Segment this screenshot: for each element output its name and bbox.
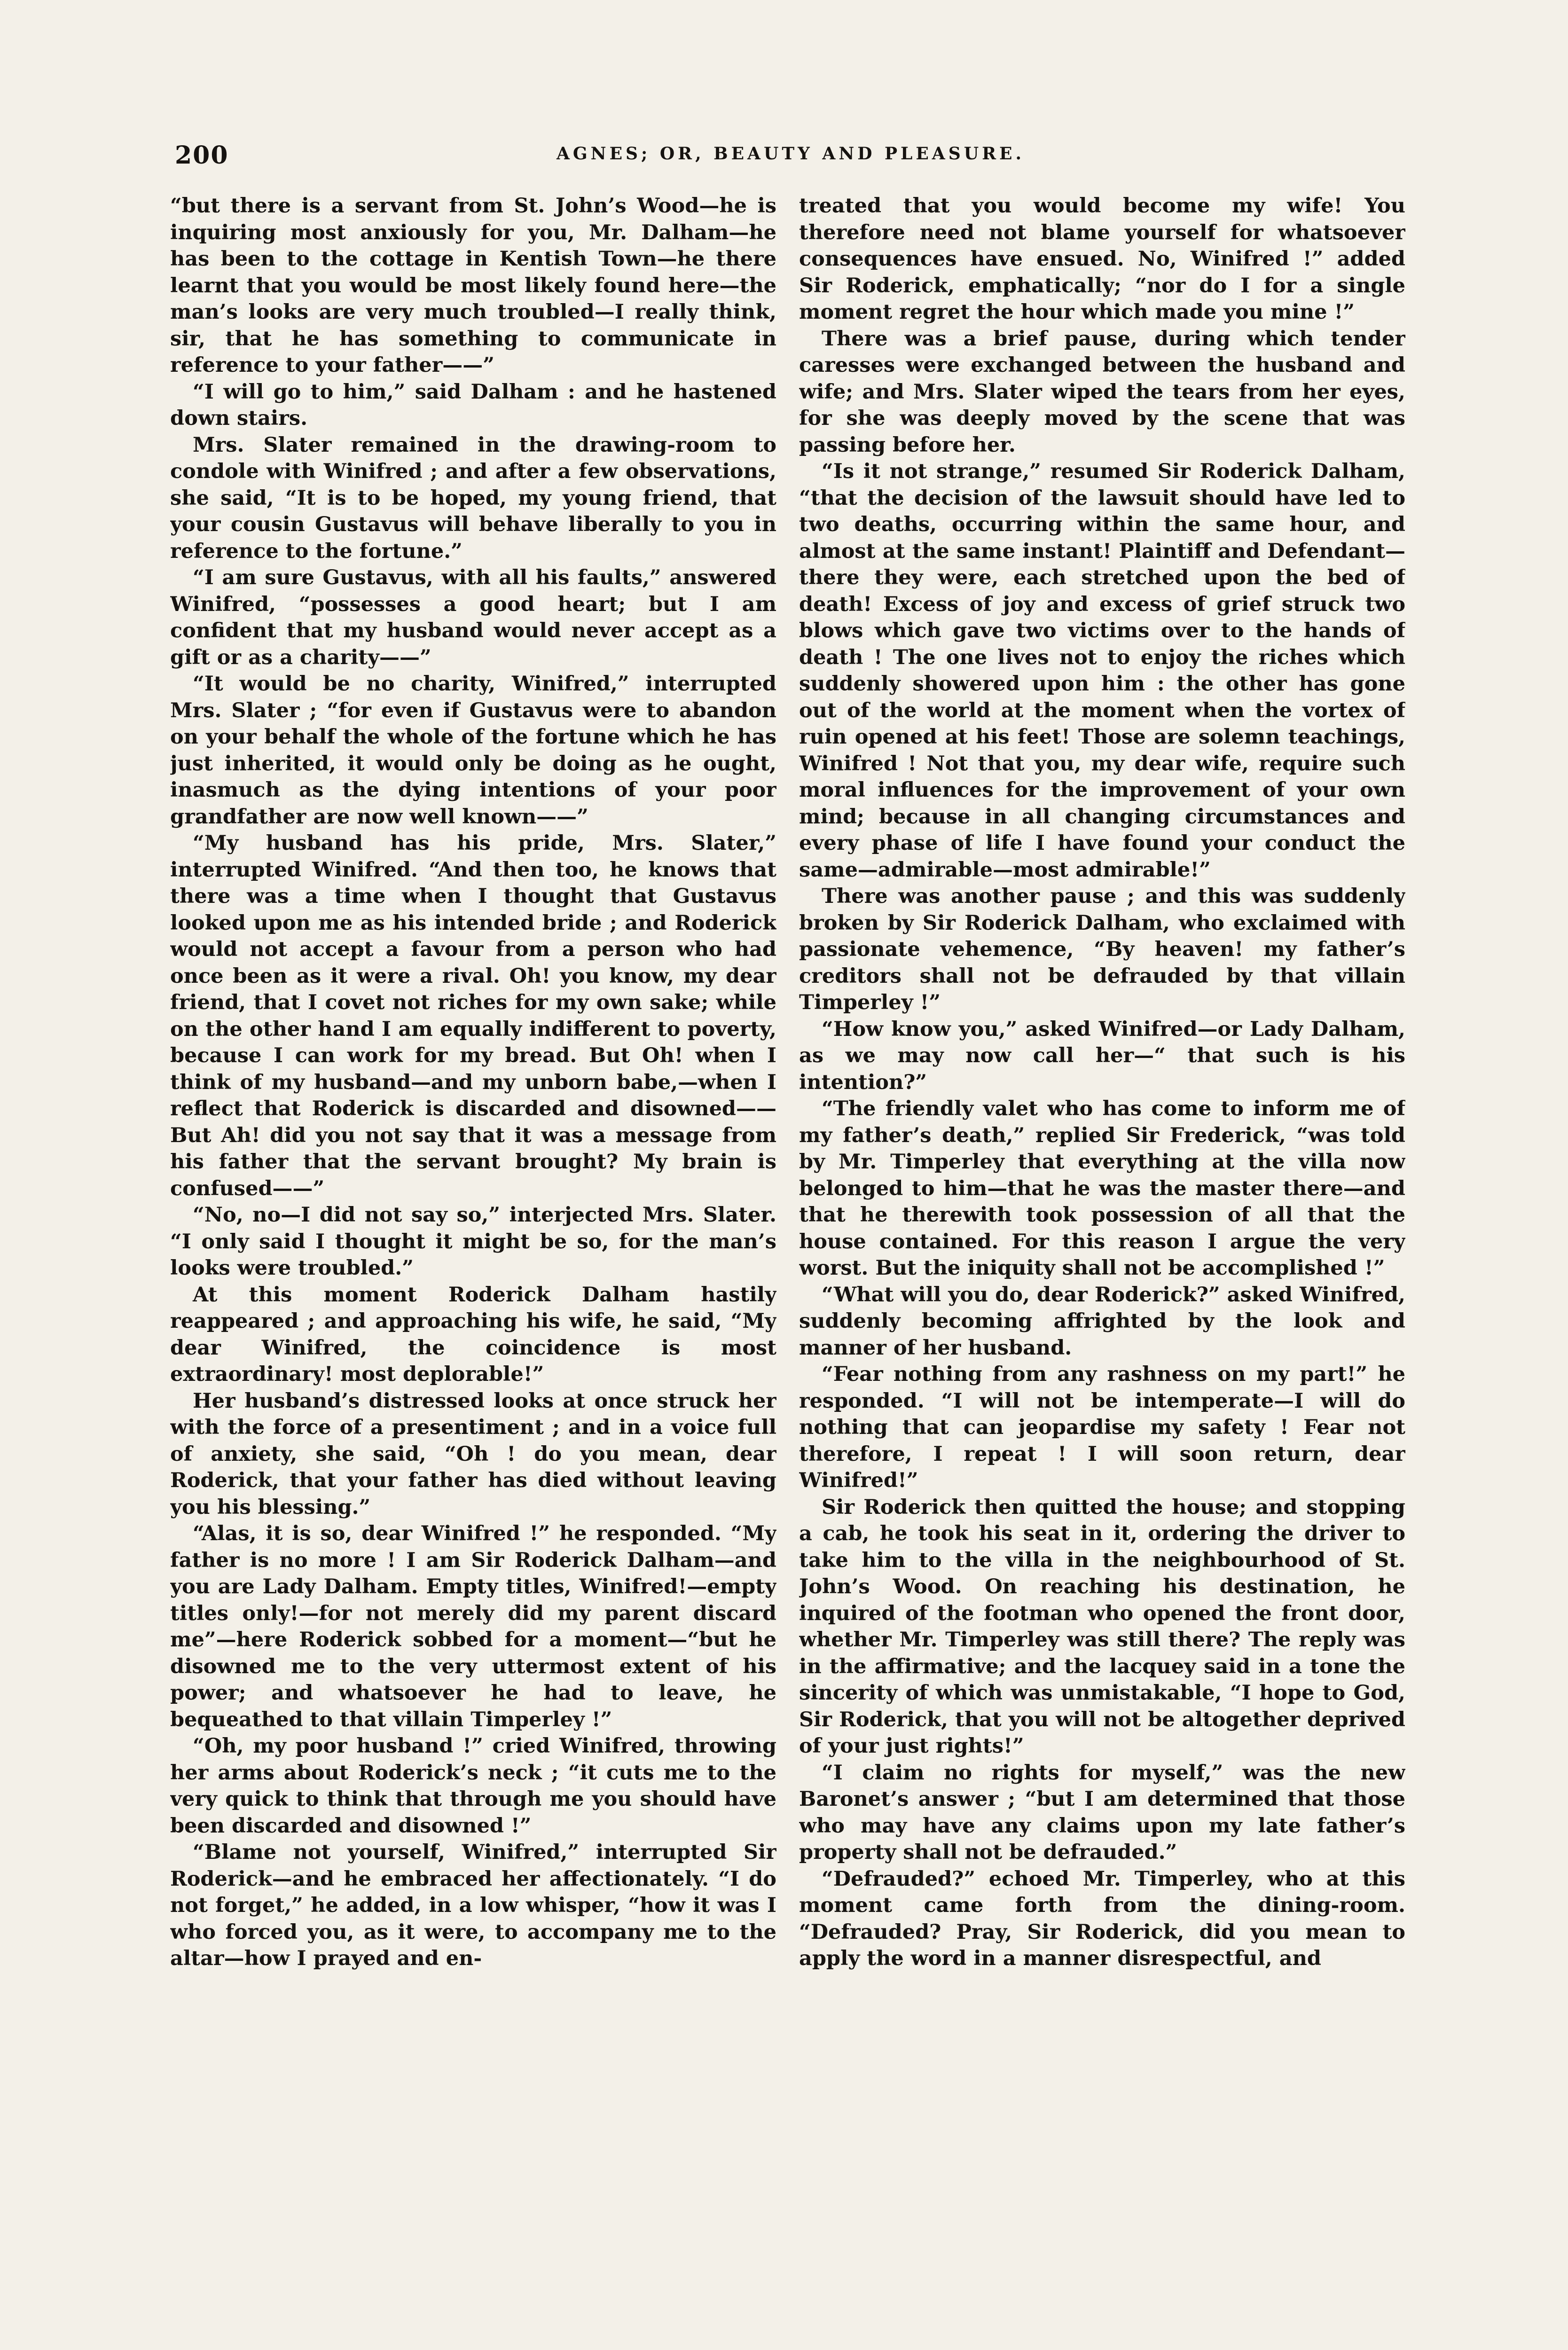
- paragraph: “Is it not strange,” resumed Sir Roderick Dalham, “that the decision of the lawsuit should have led to two deaths, occurring within the same hour, and almost at the same instant! Plaintiff and Defendant—there they were, each stretched upon the bed of death! Excess of joy and excess of grief struck two blows which gave two victims over to the hands of death ! The one lives not to enjoy the riches which suddenly showered upon him : the other has gone out of the world at the moment when the vortex of ruin opened at his feet! Those are solemn teachings, Winifred ! Not that you, my dear wife, require such moral influences for the improvement of your own mind; because in all changing circumstances and every phase of life I have found your conduct the same—admirable—most admirable!”: [799, 460, 1405, 882]
- paragraph: Sir Roderick then quitted the house; and stopping a cab, he took his seat in it, ordering the driver to take him to the villa in the neighbourhood of St. John’s Wood. On reaching his destination, he inquired of the footman who opened the front door, whether Mr. Timperley was still there? The reply was in the affirmative; and the lacquey said in a tone the sincerity of which was unmistakable, “I hope to God, Sir Roderick, that you will not be altogether deprived of your just rights!”: [799, 1495, 1405, 1758]
- paragraph: “I am sure Gustavus, with all his faults,” answered Winifred, “possesses a good heart; but I am confident that my husband would never accept as a gift or as a charity——”: [170, 566, 776, 669]
- paragraph: Mrs. Slater remained in the drawing-room to condole with Winifred ; and after a few observations, she said, “It is to be hoped, my young friend, that your cousin Gustavus will behave liberally to you in reference to the fortune.”: [170, 433, 776, 563]
- paragraph: “The friendly valet who has come to inform me of my father’s death,” replied Sir Frederick, “was told by Mr. Timperley that everything at the villa now belonged to him—that he was the master there—and that he therewith took possession of all that the house contained. For this reason I argue the very worst. But the iniquity shall not be accomplished !”: [799, 1097, 1405, 1280]
- running-title: AGNES; OR, BEAUTY AND PLEASURE.: [556, 144, 1025, 164]
- paragraph: “Oh, my poor husband !” cried Winifred, throwing her arms about Roderick’s neck ; “it cuts me to the very quick to think that through me you should have been discarded and disowned !”: [170, 1734, 776, 1838]
- paragraph: “but there is a servant from St. John’s Wood—he is inquiring most anxiously for you, Mr. Dalham—he has been to the cottage in Kentish Town—he there learnt that you would be most likely found here—the man’s looks are very much troubled—I really think, sir, that he has something to communicate in reference to your father——”: [170, 194, 776, 377]
- paragraph: “No, no—I did not say so,” interjected Mrs. Slater. “I only said I thought it might be so, for the man’s looks were troubled.”: [170, 1203, 776, 1280]
- paragraph: “How know you,” asked Winifred—or Lady Dalham, as we may now call her—“ that such is his intention?”: [799, 1017, 1405, 1094]
- paragraph: treated that you would become my wife! You therefore need not blame yourself for whatsoever consequences have ensued. No, Winifred !” added Sir Roderick, emphatically; “nor do I for a single moment regret the hour which made you mine !”: [799, 194, 1405, 324]
- paragraph: “What will you do, dear Roderick?” asked Winifred, suddenly becoming affrighted by the look and manner of her husband.: [799, 1283, 1405, 1360]
- paragraph: “Blame not yourself, Winifred,” interrupted Sir Roderick—and he embraced her affectionately. “I do not forget,” he added, in a low whisper, “how it was I who forced you, as it were, to accompany me to the altar—how I prayed and en-: [170, 1841, 776, 1970]
- paragraph: “Defrauded?” echoed Mr. Timperley, who at this moment came forth from the dining-room. “Defrauded? Pray, Sir Roderick, did you mean to apply the word in a manner disrespectful, and: [799, 1867, 1405, 1970]
- left-text-column: [170, 193, 776, 2350]
- paragraph: “Fear nothing from any rashness on my part!” he responded. “I will not be intemperate—I will do nothing that can jeopardise my safety ! Fear not therefore, I repeat ! I will soon return, dear Winifred!”: [799, 1363, 1405, 1492]
- running-header: [175, 141, 1406, 169]
- paragraph: There was another pause ; and this was suddenly broken by Sir Roderick Dalham, who exclaimed with passionate vehemence, “By heaven! my father’s creditors shall not be defrauded by that villain Timperley !”: [799, 885, 1405, 1014]
- paragraph: At this moment Roderick Dalham hastily reappeared ; and approaching his wife, he said, “My dear Winifred, the coincidence is most extraordinary! most deplorable!”: [170, 1283, 776, 1386]
- paragraph: “I will go to him,” said Dalham : and he hastened down stairs.: [170, 380, 776, 430]
- paragraph: “I claim no rights for myself,” was the new Baronet’s answer ; “but I am determined that those who may have any claims upon my late father’s property shall not be defrauded.”: [799, 1761, 1405, 1864]
- page-number: 200: [175, 141, 229, 170]
- right-text-column: [799, 193, 1405, 2350]
- paragraph: Her husband’s distressed looks at once struck her with the force of a presentiment ; and in a voice full of anxiety, she said, “Oh ! do you mean, dear Roderick, that your father has died without leaving you his blessing.”: [170, 1389, 776, 1519]
- paragraph: “My husband has his pride, Mrs. Slater,” interrupted Winifred. “And then too, he knows that there was a time when I thought that Gustavus looked upon me as his intended bride ; and Roderick would not accept a favour from a person who had once been as it were a rival. Oh! you know, my dear friend, that I covet not riches for my own sake; while on the other hand I am equally indifferent to poverty, because I can work for my bread. But Oh! when I think of my husband—and my unborn babe,—when I reflect that Roderick is discarded and disowned——But Ah! did you not say that it was a message from his father that the servant brought? My brain is confused——”: [170, 831, 776, 1200]
- paragraph: “It would be no charity, Winifred,” interrupted Mrs. Slater ; “for even if Gustavus were to abandon on your behalf the whole of the fortune which he has just inherited, it would only be doing as he ought, inasmuch as the dying intentions of your poor grandfather are now well known——”: [170, 672, 776, 829]
- paragraph: “Alas, it is so, dear Winifred !” he responded. “My father is no more ! I am Sir Roderick Dalham—and you are Lady Dalham. Empty titles, Winifred!—empty titles only!—for not merely did my parent discard me”—here Roderick sobbed for a moment—“but he disowned me to the very uttermost extent of his power; and whatsoever he had to leave, he bequeathed to that villain Timperley !”: [170, 1522, 776, 1731]
- paragraph: There was a brief pause, during which tender caresses were exchanged between the husband and wife; and Mrs. Slater wiped the tears from her eyes, for she was deeply moved by the scene that was passing before her.: [799, 327, 1405, 457]
